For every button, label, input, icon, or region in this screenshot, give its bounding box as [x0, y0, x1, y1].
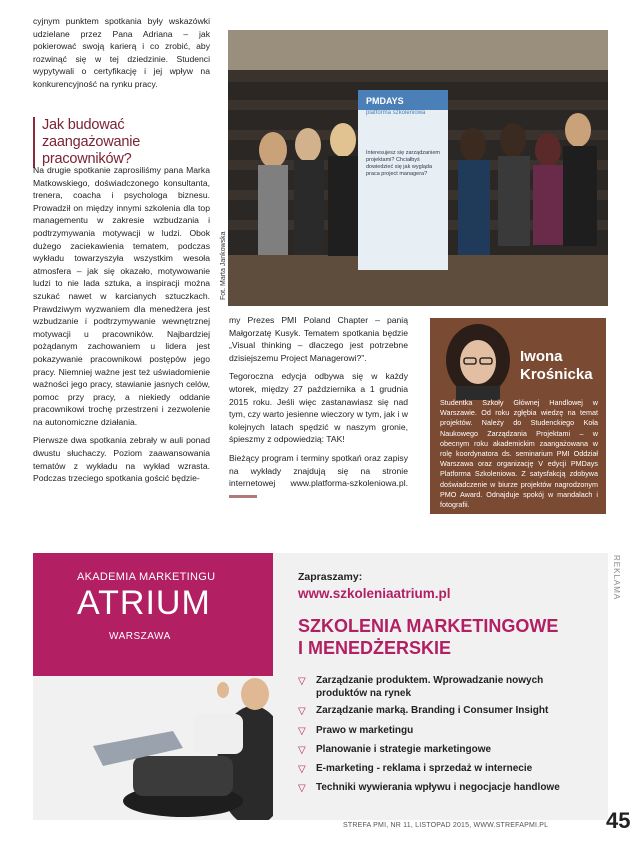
ad-brand-block: [33, 553, 273, 676]
banner-title: PMDAYS: [366, 96, 404, 106]
ad-invite: Zapraszamy:: [298, 571, 363, 583]
ad-brand-name: ATRIUM: [77, 584, 211, 622]
chevron-down-icon: ▽: [298, 676, 306, 687]
banner-text: Interesujesz się zarządzaniem projektami? Chciałbyś dowiedzieć się jak wygląda praca project managera?: [366, 150, 440, 177]
ad-brand-city: WARSZAWA: [109, 631, 171, 642]
author-bio-text: Studentka Szkoły Głównej Handlowej w Warszawie. Od roku zgłębia wiedzę na temat projektów. Należy do Studenckiego Koła Naukowego Zarządzania Projektami – w obecnym roku akademickim zaangażowana w rolę koordynatora ds. seminarium PMI Oddział Warszawa oraz organizację V edycji PMDays Platforma Szkoleniowa. Z satysfakcją zdobywa doświadczenie w biurze projektów nagrodzonym PMO Award. Odnajduje spokój w mandalach i fotografii.: [440, 398, 598, 510]
ad-list-item: ▽ Zarządzanie marką. Branding i Consumer Insight: [298, 705, 549, 717]
author-bio-box: [430, 318, 606, 514]
body-paragraph: Na drugie spotkanie zaprosiliśmy pana Marka Matkowskiego, doświadczonego konsultanta, trenera, coacha i psychologa biznesu. Prowadził on między innymi szkolenia dla top managementu w zakresie wzbudzania i podtrzymywania motywacji w ludzi. Obok dużego zaciekawienia tematem, podczas wykładu towarzyszyła wszystkim wesoła atmosfera – jak się okazało, motywowanie ludzi to nie lada sztuka, a inspiracji można szukać nawet w karcianych sztuczkach. Prawdziwym wyzwaniem dla menedżera jest wzbudzanie i podtrzymywanie wewnętrznej motywacji u pracowników. Najbardziej pożądanym zachowaniem u lidera jest pokazywanie pracownikowi postępów jego pracy. Niemniej ważne jest też uświadomienie ważności jego pracy, stawianie jasnych celów, pomoc przy pracy, a niekiedy oddanie pracownikowi trochę przestrzeni i zezwolenie na autonomiczne działania.: [33, 165, 210, 427]
advertisement[interactable]: [33, 553, 608, 820]
ad-list-item: ▽ Techniki wywierania wpływu i negocjacje handlowe: [298, 782, 560, 794]
body-paragraph: my Prezes PMI Poland Chapter – panią Małgorzatę Kusyk. Tematem spotkania będzie „Visual thinking – dlaczego jest potrzebne dzisiejszemu Project Managerowi?”.: [229, 315, 408, 363]
ad-list-item: ▽ Prawo w marketingu: [298, 725, 414, 737]
article-column-2: [229, 314, 408, 508]
author-photo: [436, 322, 520, 400]
ad-list-item: ▽ E-marketing - reklama i sprzedaż w internecie: [298, 763, 533, 775]
chevron-down-icon: ▽: [298, 745, 306, 756]
ad-brand-top: AKADEMIA MARKETINGU: [77, 571, 216, 583]
chevron-down-icon: ▽: [298, 783, 306, 794]
section-heading: Jak budować zaangażowanie pracowników?: [33, 117, 212, 168]
page-number: 45: [606, 808, 631, 833]
ad-headline: SZKOLENIA MARKETINGOWE I MENEDŻERSKIE: [298, 616, 559, 658]
banner-subtitle: platforma szkoleniowa: [366, 110, 426, 116]
body-paragraph: Tegoroczna edycja odbywa się w każdy wtorek, między 27 października a 1 grudnia 2015 roku. Jeśli więc zastanawiasz się nad tym, czy warto jesienne wieczory w tym, jak i w kolejnych latach spędzić w naszym gronie, śpieszmy z odpowiedzią: TAK!: [229, 371, 408, 445]
intro-paragraph: cyjnym punktem spotkania były wskazówki udzielane przez Pana Adriana – jak pokierować swoją karierą i co zrobić, aby rozwinąć się w tej dziedzinie. Studenci wypytywali o certyfikację i jej wpływ na konkurencyjność na rynku pracy.: [33, 16, 210, 89]
ad-photo: [33, 676, 273, 820]
page-footer: STREFA PMI, NR 11, LISTOPAD 2015, WWW.STREFAPMI.PL: [343, 822, 549, 829]
author-name: Iwona Krośnicka: [520, 348, 593, 383]
ad-label: REKLAMA: [612, 555, 621, 601]
article-column-1-body: [33, 164, 210, 491]
chevron-down-icon: ▽: [298, 764, 306, 775]
body-paragraph: Pierwsze dwa spotkania zebrały w auli ponad dwustu słuchaczy. Poziom zaawansowania tematów z wykładu na wykład wzrasta. Podczas trzeciego spotkania gościć będzie-: [33, 435, 210, 484]
end-mark: [229, 495, 257, 498]
chevron-down-icon: ▽: [298, 706, 306, 717]
ad-list-item: ▽ Zarządzanie produktem. Wprowadzanie nowych produktów na rynek: [298, 675, 544, 699]
ad-url[interactable]: www.szkoleniaatrium.pl: [298, 586, 451, 601]
group-photo: [228, 30, 608, 306]
photo-credit: Fot. Marta Jankowska: [220, 231, 227, 300]
ad-list-item: ▽ Planowanie i strategie marketingowe: [298, 744, 492, 756]
article-column-1: [33, 15, 210, 97]
body-paragraph: Bieżący program i terminy spotkań oraz zapisy na wykłady znajdują się na stronie internetowej www.platforma-szkoleniowa.pl.: [229, 452, 408, 502]
chevron-down-icon: ▽: [298, 726, 306, 737]
